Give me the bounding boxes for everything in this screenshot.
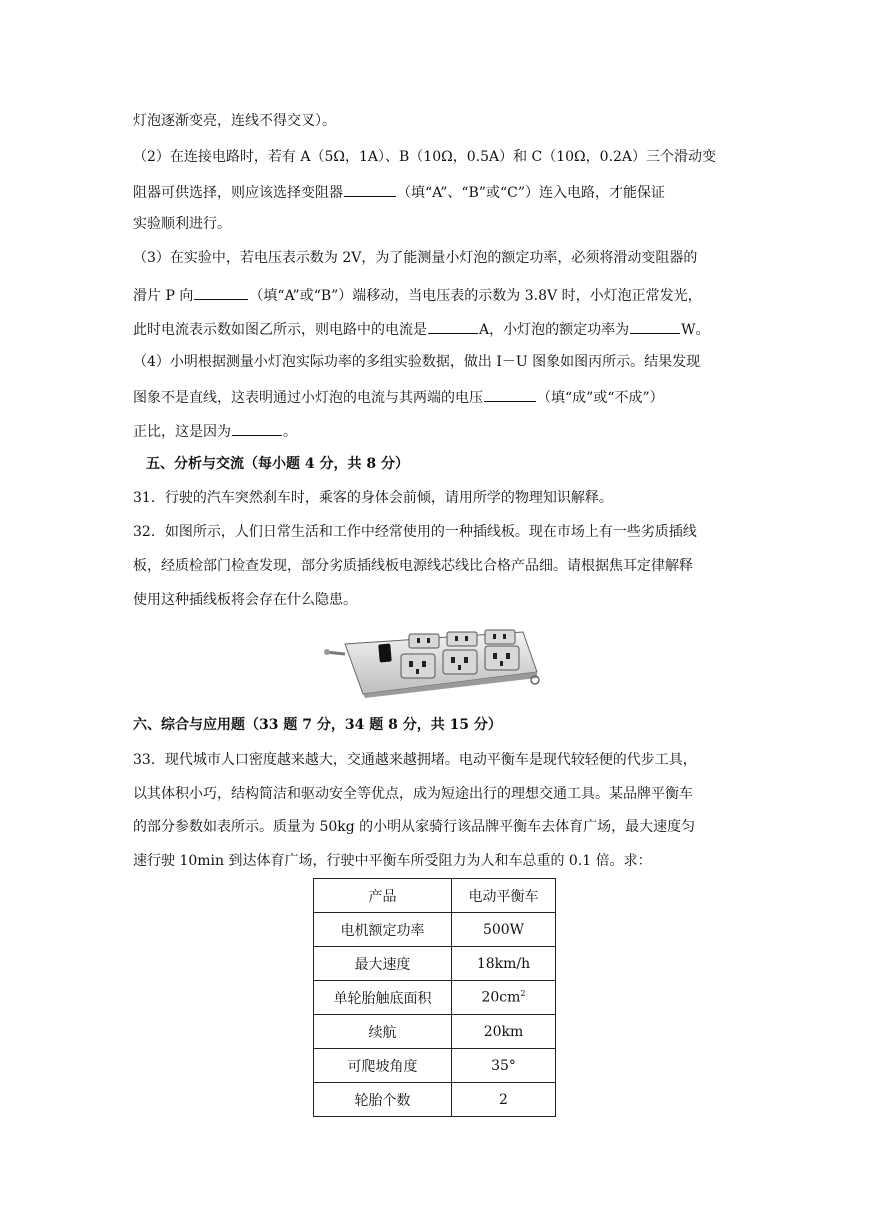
- table-header-cell: 产品: [314, 879, 452, 913]
- table-cell: 单轮胎触底面积: [314, 981, 452, 1015]
- question-4-line-1: [133, 352, 743, 372]
- line-text: 33．现代城市人口密度越来越大，交通越来越拥堵。电动平衡车是现代较轻便的代步工具，: [133, 752, 697, 768]
- answer-blank[interactable]: [344, 181, 396, 197]
- section-5-heading: [146, 454, 756, 474]
- answer-blank[interactable]: [194, 284, 248, 300]
- table-row: [314, 1015, 556, 1049]
- line-text: 使用这种插线板将会存在什么隐患。: [133, 592, 357, 608]
- question-32-line-3: [133, 590, 743, 610]
- question-33-line-3: [133, 817, 743, 837]
- line-text: （4）小明根据测量小灯泡实际功率的多组实验数据，做出 I－U 图象如图丙所示。结果发现: [133, 354, 701, 370]
- table-header-row: [314, 879, 556, 913]
- text-line: [133, 111, 743, 131]
- table-row: [314, 1083, 556, 1117]
- question-2-line-3: [133, 214, 743, 234]
- heading-text: 六、综合与应用题（33 题 7 分，34 题 8 分，共 15 分）: [133, 717, 502, 733]
- question-33-line-2: [133, 784, 743, 804]
- table-cell: 500W: [452, 913, 556, 947]
- table-cell: 轮胎个数: [314, 1083, 452, 1117]
- line-text: 32．如图所示，人们日常生活和工作中经常使用的一种插线板。现在市场上有一些劣质插线: [133, 524, 697, 540]
- power-strip-image: [323, 628, 543, 698]
- table-cell-value: 20cm: [481, 989, 521, 1006]
- table-row: [314, 981, 556, 1015]
- question-31: [133, 488, 743, 508]
- line-text: 31．行驶的汽车突然刹车时，乘客的身体会前倾，请用所学的物理知识解释。: [133, 490, 613, 506]
- line-text: 速行驶 10min 到达体育广场，行驶中平衡车所受阻力为人和车总重的 0.1 倍。求：: [133, 853, 652, 869]
- line-text: 正比，这是因为: [133, 424, 231, 440]
- line-text: A，小灯泡的额定功率为: [479, 322, 630, 338]
- heading-text: 五、分析与交流（每小题 4 分，共 8 分）: [146, 456, 409, 472]
- table-cell: 续航: [314, 1015, 452, 1049]
- table-cell: [452, 981, 556, 1015]
- line-text: 。: [283, 424, 297, 440]
- question-32-line-1: [133, 522, 743, 542]
- table-header-cell: 电动平衡车: [452, 879, 556, 913]
- superscript: 2: [520, 989, 526, 999]
- question-3-line-3: [133, 318, 743, 340]
- question-32-line-2: [133, 556, 743, 576]
- table-cell: 电机额定功率: [314, 913, 452, 947]
- line-text: 图象不是直线，这表明通过小灯泡的电流与其两端的电压: [133, 390, 483, 406]
- table-cell: 18km/h: [452, 947, 556, 981]
- question-4-line-3: [133, 420, 743, 442]
- line-text: 灯泡逐渐变亮，连线不得交叉）。: [133, 113, 336, 129]
- table-row: [314, 913, 556, 947]
- question-3-line-1: [133, 248, 743, 268]
- line-text: 阻器可供选择，则应该选择变阻器: [133, 185, 343, 201]
- line-text: （填“A”、“B”或“C”）连入电路，才能保证: [397, 185, 665, 201]
- line-text: （2）在连接电路时，若有 A（5Ω，1A）、B（10Ω，0.5A）和 C（10Ω，0.2A）三个滑动变: [133, 149, 717, 165]
- line-text: 此时电流表示数如图乙所示，则电路中的电流是: [133, 322, 427, 338]
- answer-blank[interactable]: [232, 420, 282, 436]
- line-text: 实验顺利进行。: [133, 216, 231, 232]
- answer-blank[interactable]: [484, 386, 536, 402]
- answer-blank[interactable]: [630, 318, 680, 334]
- section-6-heading: [133, 715, 743, 735]
- line-text: （3）在实验中，若电压表示数为 2V，为了能测量小灯泡的额定功率，必须将滑动变阻器的: [133, 250, 698, 266]
- question-33-line-4: [133, 851, 743, 871]
- table-cell: 35°: [452, 1049, 556, 1083]
- question-2-line-1: [133, 147, 743, 167]
- line-text: 滑片 P 向: [133, 288, 194, 304]
- table-row: [314, 1049, 556, 1083]
- table-cell: 2: [452, 1083, 556, 1117]
- power-strip-icon: [323, 628, 543, 698]
- table-cell: 最大速度: [314, 947, 452, 981]
- parameter-table: [313, 878, 556, 1117]
- line-text: （填“成”或“不成”）: [537, 390, 664, 406]
- line-text: 以其体积小巧，结构简洁和驱动安全等优点，成为短途出行的理想交通工具。某品牌平衡车: [133, 786, 693, 802]
- question-4-line-2: [133, 386, 743, 408]
- table-row: [314, 947, 556, 981]
- line-text: 的部分参数如表所示。质量为 50kg 的小明从家骑行该品牌平衡车去体育广场，最大速度匀: [133, 819, 696, 835]
- table-cell: 可爬坡角度: [314, 1049, 452, 1083]
- answer-blank[interactable]: [428, 318, 478, 334]
- table-cell: 20km: [452, 1015, 556, 1049]
- question-33-line-1: [133, 750, 743, 770]
- line-text: 板，经质检部门检查发现，部分劣质插线板电源线芯线比合格产品细。请根据焦耳定律解释: [133, 558, 693, 574]
- line-text: （填“A”或“B”）端移动，当电压表的示数为 3.8V 时，小灯泡正常发光，: [249, 288, 702, 304]
- question-2-line-2: [133, 181, 743, 203]
- question-3-line-2: [133, 284, 743, 306]
- line-text: W。: [681, 322, 710, 338]
